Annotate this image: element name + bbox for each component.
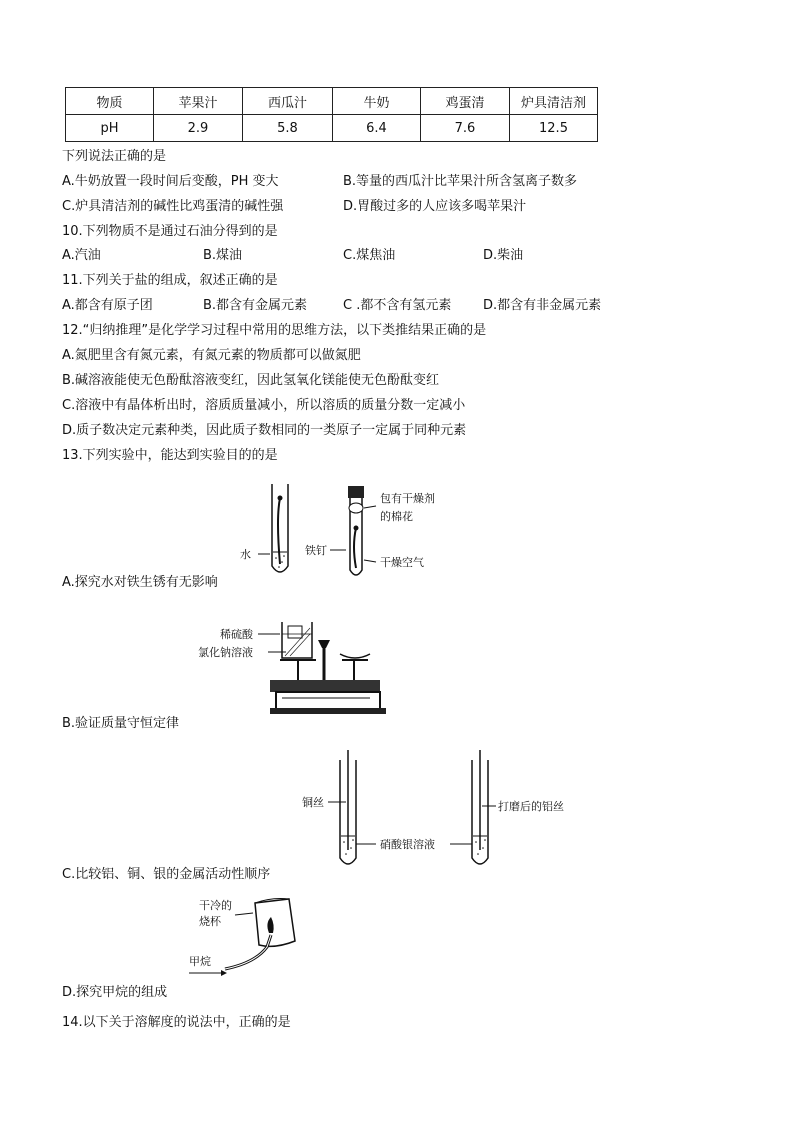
table-cell: 5.8 [243, 115, 333, 142]
q10-option-a: A.汽油 [62, 248, 101, 263]
figure-iron-rust [230, 478, 450, 582]
table-cell: 2.9 [154, 115, 243, 142]
q11-option-d: D.都含有非金属元素 [483, 298, 602, 313]
table-cell: 炉具清洁剂 [510, 88, 598, 115]
table-row [66, 115, 598, 142]
table-cell: 物质 [66, 88, 154, 115]
table-cell: 苹果汁 [154, 88, 243, 115]
q11-stem: 11.下列关于盐的组成，叙述正确的是 [62, 273, 278, 288]
q14-stem: 14.以下关于溶解度的说法中，正确的是 [62, 1015, 291, 1030]
q11-option-a: A.都含有原子团 [62, 298, 153, 313]
q13-option-b: B.验证质量守恒定律 [62, 716, 180, 731]
label-cotton-2: 的棉花 [380, 510, 413, 523]
table-cell: 鸡蛋清 [421, 88, 510, 115]
table-cell: 牛奶 [333, 88, 421, 115]
q13-option-d: D.探究甲烷的组成 [62, 985, 168, 1000]
table-cell: 12.5 [510, 115, 598, 142]
label-nail: 铁钉 [305, 544, 327, 557]
label-silver-nitrate: 硝酸银溶液 [380, 838, 435, 851]
table-cell: 7.6 [421, 115, 510, 142]
label-dry-cold-2: 烧杯 [199, 915, 221, 928]
q12-option-a: A.氮肥里含有氮元素，有氮元素的物质都可以做氮肥 [62, 348, 361, 363]
q9-option-d: D.胃酸过多的人应该多喝苹果汁 [343, 199, 527, 214]
label-dry-air: 干燥空气 [380, 556, 424, 569]
figure-methane [185, 893, 315, 985]
q12-stem: 12.“归纳推理”是化学学习过程中常用的思维方法，以下类推结果正确的是 [62, 323, 487, 338]
label-salt-solution: 氯化钠溶液 [198, 646, 253, 659]
label-cotton-1: 包有干燥剂 [380, 492, 435, 505]
q13-stem: 13.下列实验中，能达到实验目的的是 [62, 448, 278, 463]
figure-balance [190, 608, 390, 718]
q13-option-c: C.比较铝、铜、银的金属活动性顺序 [62, 867, 271, 882]
q9-option-a: A.牛奶放置一段时间后变酸，PH 变大 [62, 174, 279, 189]
table-cell: pH [66, 115, 154, 142]
q11-option-c: C .都不含有氢元素 [343, 298, 452, 313]
q12-option-c: C.溶液中有晶体析出时，溶质质量减小，所以溶质的质量分数一定减小 [62, 398, 466, 413]
label-water: 水 [240, 548, 251, 561]
q9-option-b: B.等量的西瓜汁比苹果汁所含氢离子数多 [343, 174, 578, 189]
q12-option-b: B.碱溶液能使无色酚酞溶液变红，因此氢氧化镁能使无色酚酞变红 [62, 373, 440, 388]
label-polished-al: 打磨后的铝丝 [498, 800, 564, 813]
q10-option-c: C.煤焦油 [343, 248, 396, 263]
label-copper-wire: 铜丝 [302, 796, 324, 809]
label-dry-cold-1: 干冷的 [199, 899, 232, 912]
q11-option-b: B.都含有金属元素 [203, 298, 308, 313]
q10-stem: 10.下列物质不是通过石油分得到的是 [62, 224, 278, 239]
q9-option-c: C.炉具清洁剂的碱性比鸡蛋清的碱性强 [62, 199, 284, 214]
q9-stem: 下列说法正确的是 [62, 149, 167, 164]
table-cell: 西瓜汁 [243, 88, 333, 115]
table-cell: 6.4 [333, 115, 421, 142]
figure-metal-activity [300, 750, 590, 874]
q10-option-d: D.柴油 [483, 248, 524, 263]
q12-option-d: D.质子数决定元素种类，因此质子数相同的一类原子一定属于同种元素 [62, 423, 467, 438]
label-dilute-acid: 稀硫酸 [220, 628, 253, 641]
label-methane: 甲烷 [189, 955, 211, 968]
ph-table [65, 87, 598, 142]
q13-option-a: A.探究水对铁生锈有无影响 [62, 575, 218, 590]
table-row [66, 88, 598, 115]
q10-option-b: B.煤油 [203, 248, 243, 263]
